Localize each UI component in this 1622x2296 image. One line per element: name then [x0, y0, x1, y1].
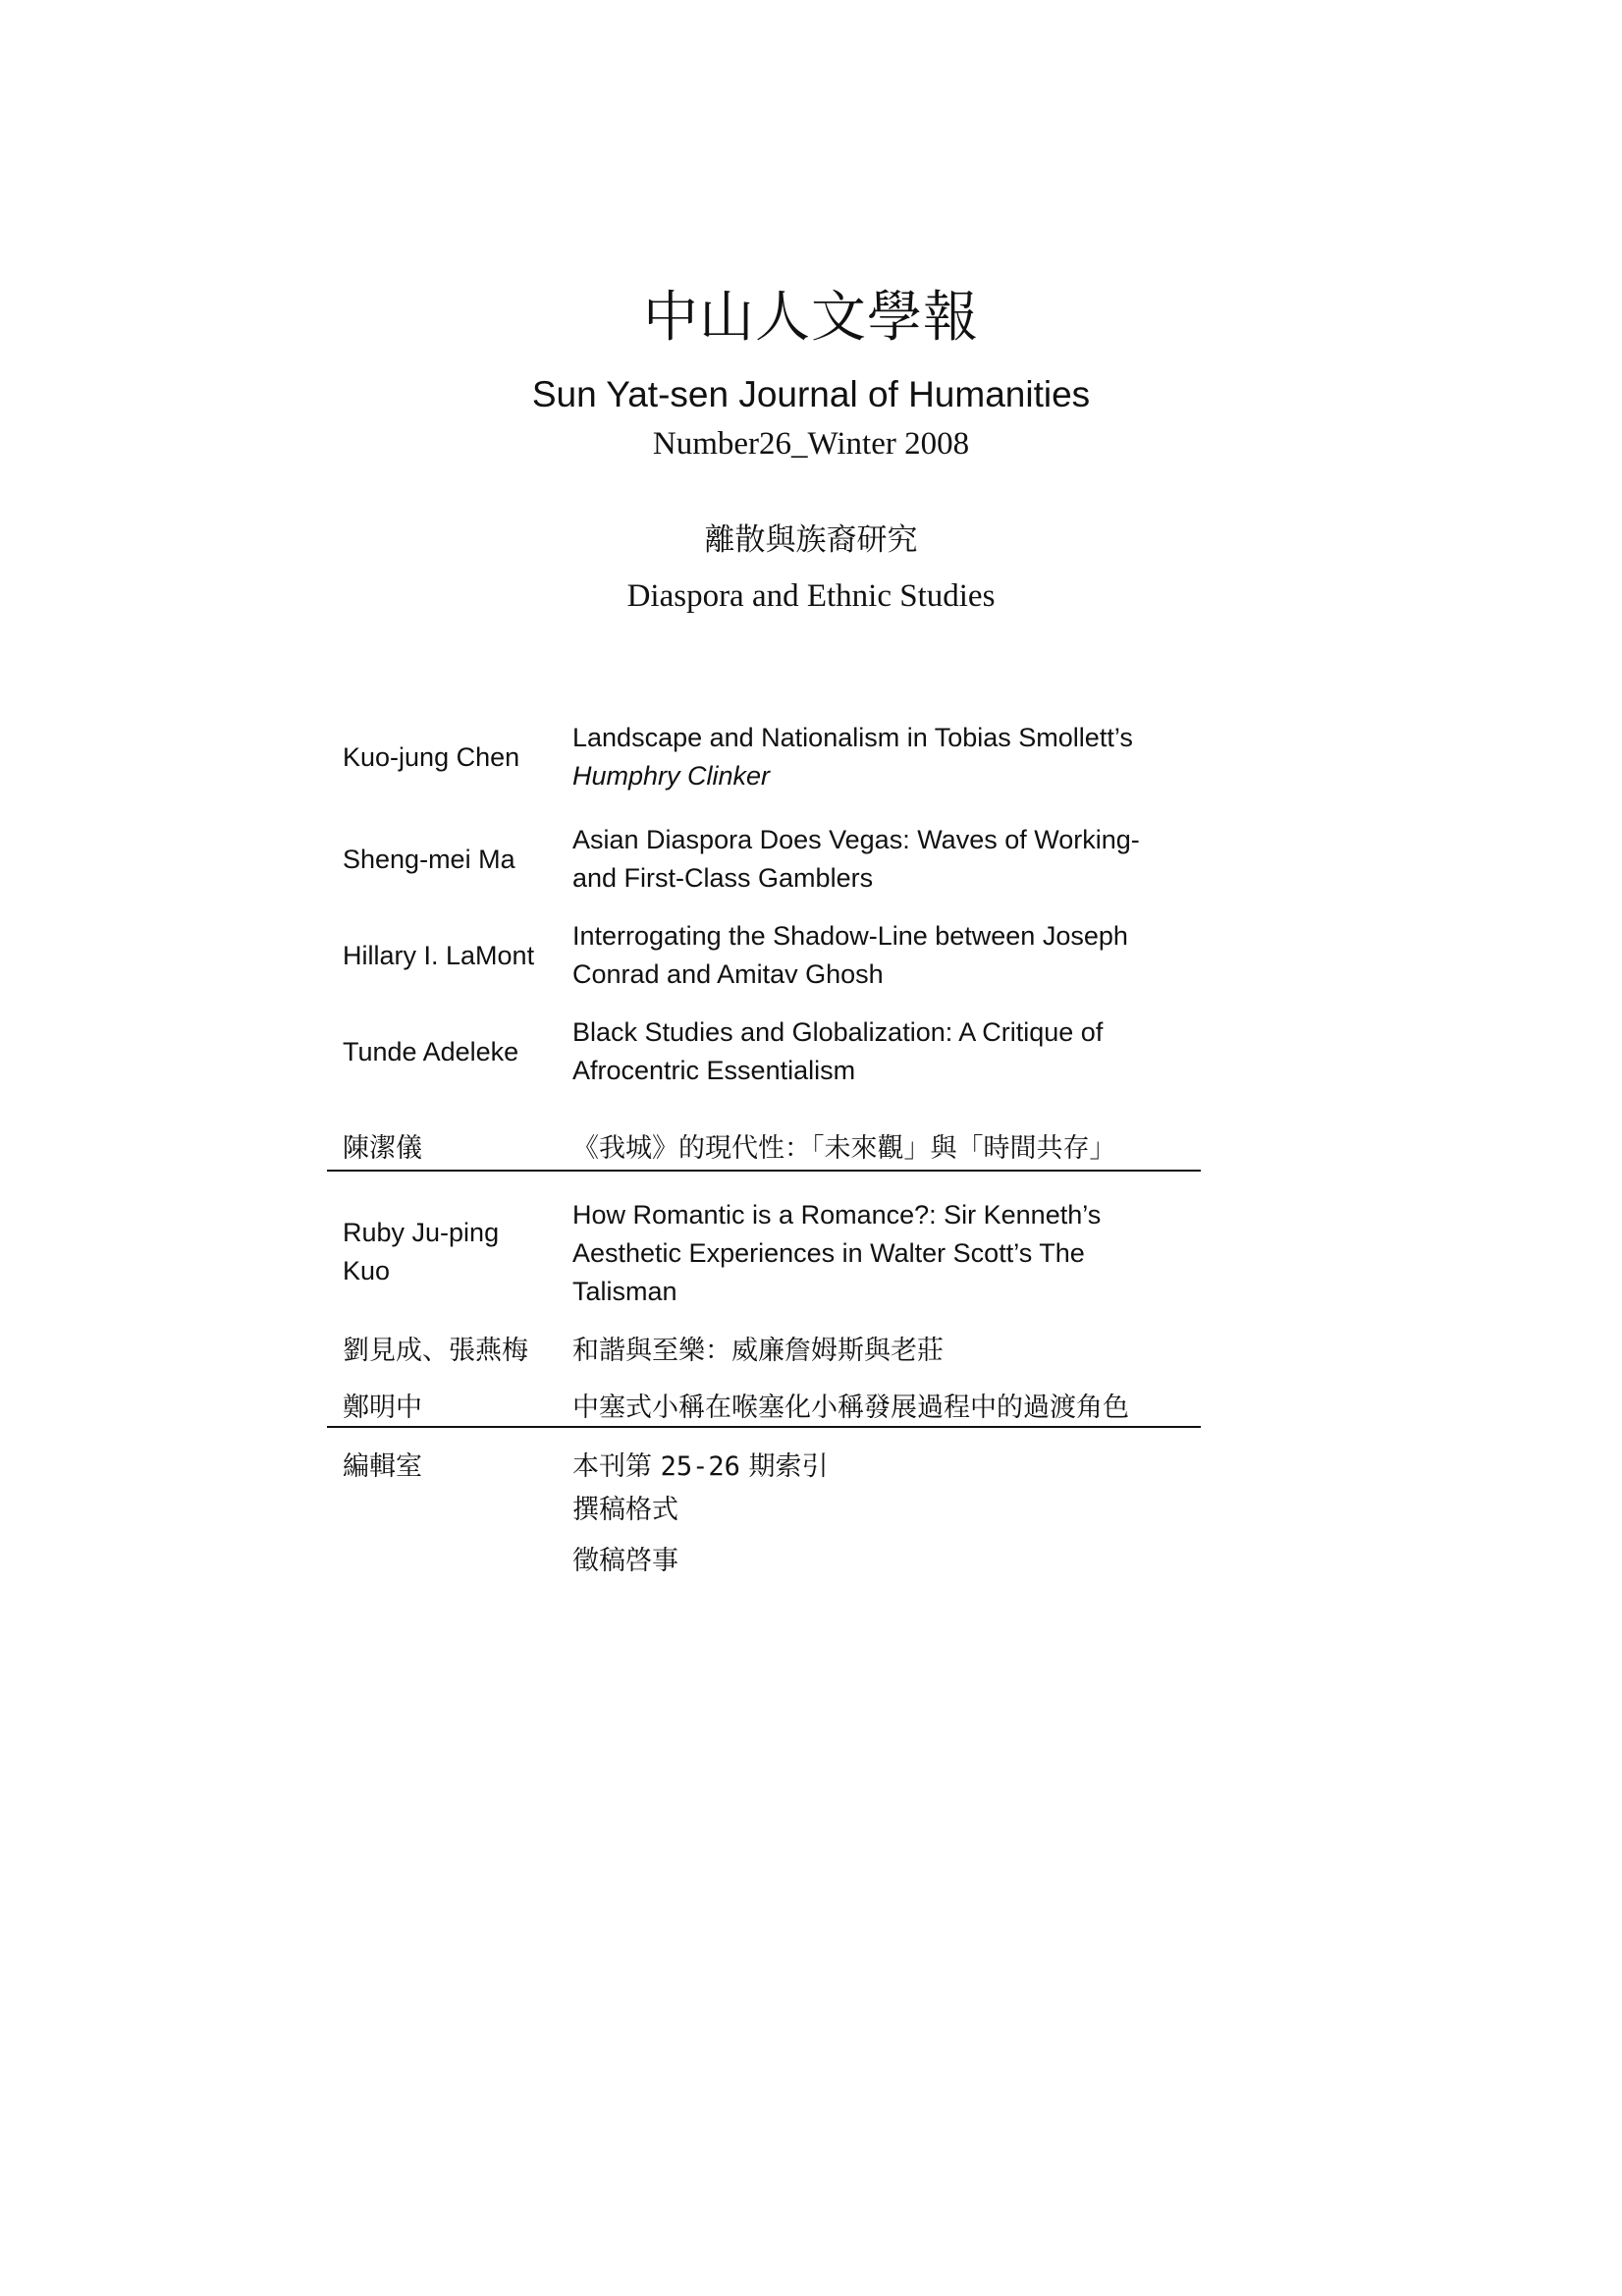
topic-title-en: Diaspora and Ethnic Studies	[626, 578, 996, 614]
toc-title-line: Interrogating the Shadow-Line between Joseph	[572, 921, 1128, 951]
issue-line: Number26_Winter 2008	[652, 426, 970, 462]
toc-title: 《我城》的現代性：「未來觀」與「時間共存」	[572, 1133, 1116, 1164]
toc-title-line: How Romantic is a Romance?: Sir Kenneth’s	[572, 1200, 1102, 1230]
editorial-author: 編輯室	[343, 1451, 422, 1482]
toc-title-italic: Humphry Clinker	[572, 761, 771, 791]
journal-title-en: Sun Yat-sen Journal of Humanities	[531, 374, 1091, 414]
divider-rule	[327, 1170, 1201, 1172]
journal-title-zh: 中山人文學報	[643, 286, 979, 350]
divider-rule	[327, 1426, 1201, 1428]
toc-title: 和諧與至樂：威廉詹姆斯與老莊	[572, 1336, 944, 1366]
toc-author: Hillary I. LaMont	[343, 941, 535, 970]
toc-title-line: Aesthetic Experiences in Walter Scott’s The	[572, 1238, 1085, 1268]
editorial-item-index-suffix: 期索引	[748, 1451, 829, 1482]
editorial-item-index	[572, 1448, 1201, 1491]
toc-title	[572, 821, 1201, 898]
toc-author-line: Kuo	[343, 1256, 391, 1285]
toc-title-line: Asian Diaspora Does Vegas: Waves of Working-	[572, 825, 1140, 854]
toc-title-line: Black Studies and Globalization: A Critique of	[572, 1017, 1104, 1047]
toc-title-line: Conrad and Amitav Ghosh	[572, 959, 884, 989]
toc-author: 鄭明中	[343, 1393, 422, 1423]
editorial-item-index-prefix: 本刊第	[572, 1451, 652, 1482]
toc-author: Sheng-mei Ma	[343, 845, 515, 874]
topic-title-zh: 離散與族裔研究	[704, 522, 918, 558]
toc-title	[572, 1013, 1201, 1090]
editorial-item-index-range: 25-26	[660, 1451, 740, 1482]
toc-title	[572, 1196, 1201, 1311]
toc-title-line	[572, 757, 1201, 795]
toc-author-line: Ruby Ju-ping	[343, 1218, 500, 1247]
editorial-items	[572, 1448, 1201, 1580]
toc-title-line: Talisman	[572, 1277, 677, 1306]
toc-title	[572, 917, 1201, 994]
toc-title	[572, 719, 1201, 795]
editorial-item-style-guide: 撰稿格式	[572, 1495, 678, 1525]
toc-title-line: Afrocentric Essentialism	[572, 1056, 856, 1085]
toc-author: Tunde Adeleke	[343, 1037, 519, 1066]
toc-title: 中塞式小稱在喉塞化小稱發展過程中的過渡角色	[572, 1393, 1129, 1423]
toc-title-line: and First-Class Gamblers	[572, 863, 874, 893]
toc-title-line: Landscape and Nationalism in Tobias Smollett’s	[572, 723, 1133, 752]
toc-author: Kuo-jung Chen	[343, 742, 520, 772]
toc-author	[343, 1214, 559, 1290]
toc-author: 劉見成、張燕梅	[343, 1336, 528, 1366]
editorial-item-call-for-papers: 徵稿啓事	[572, 1546, 678, 1576]
toc-author: 陳潔儀	[343, 1133, 422, 1164]
